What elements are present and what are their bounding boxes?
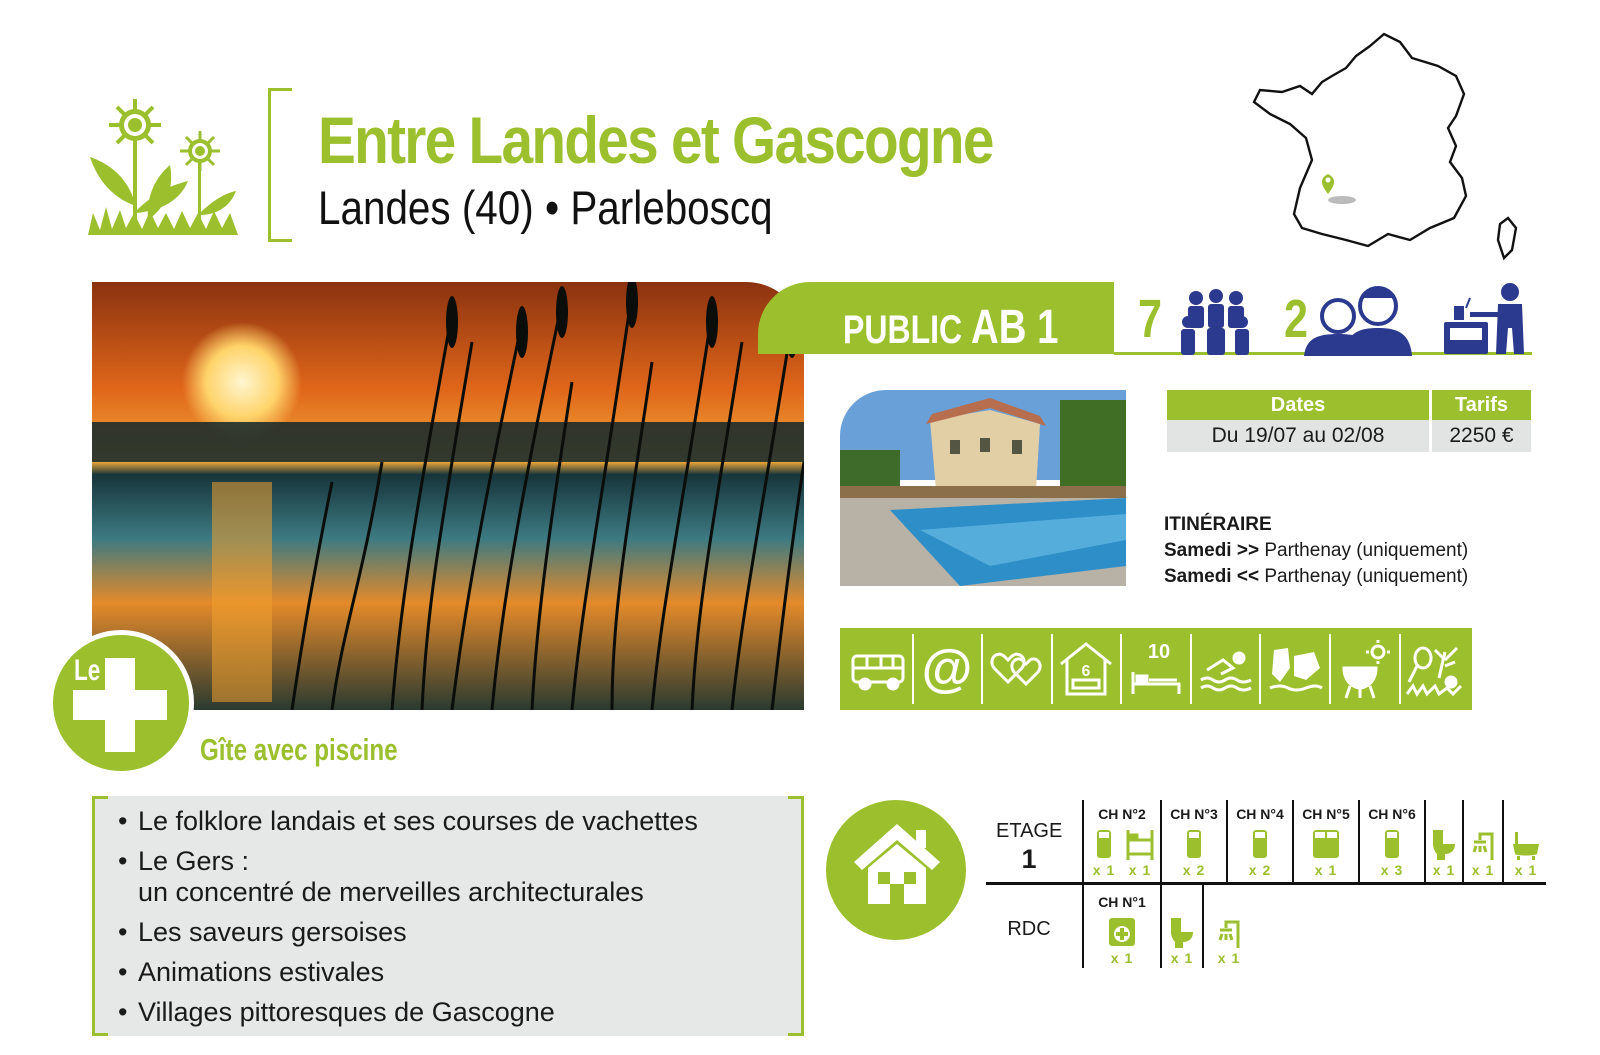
room-label: CH N°4 bbox=[1236, 806, 1284, 822]
itinerary-line-return bbox=[1164, 564, 1468, 590]
room-shower-rdc: x 1 bbox=[1206, 894, 1252, 966]
amenities-bar bbox=[840, 628, 1472, 710]
plan-divider bbox=[1082, 800, 1084, 884]
highlights-list bbox=[118, 806, 698, 1037]
bunk-bed-icon bbox=[1125, 826, 1155, 862]
amenity-barbecue bbox=[1331, 634, 1401, 704]
self-catering-cook-icon bbox=[1440, 282, 1532, 354]
room-label: CH N°6 bbox=[1368, 806, 1416, 822]
people-count: 7 bbox=[1138, 289, 1163, 349]
itinerary-day-outbound: Samedi >> bbox=[1164, 540, 1260, 561]
room-ch2: CH N°2 x 1 x 1 bbox=[1086, 806, 1158, 878]
plan-divider bbox=[1160, 800, 1162, 884]
minibus-icon bbox=[849, 638, 907, 700]
plan-divider bbox=[1292, 800, 1294, 884]
highlights-bracket-left bbox=[92, 796, 108, 1036]
france-map-icon bbox=[1250, 28, 1530, 268]
list-item: • Villages pittoresques de Gascogne bbox=[118, 997, 698, 1028]
internet-at-glyph: @ bbox=[921, 640, 973, 698]
room-ch6: CH N°6 x 3 bbox=[1362, 806, 1422, 878]
hearts-icon bbox=[988, 638, 1046, 700]
list-item: • Les saveurs gersoises bbox=[118, 917, 698, 948]
single-bed-icon bbox=[1089, 826, 1119, 862]
le-plus-text: Gîte avec piscine bbox=[200, 732, 398, 767]
itinerary-heading: ITINÉRAIRE bbox=[1164, 514, 1272, 535]
bathtub-icon bbox=[1511, 826, 1541, 862]
outdoor-activities-icon bbox=[1405, 638, 1463, 700]
amenity-landes-map bbox=[1261, 634, 1331, 704]
floor-label: ETAGE bbox=[996, 820, 1063, 842]
room-label: CH N°3 bbox=[1170, 806, 1218, 822]
beds-count: 10 bbox=[1147, 641, 1171, 663]
room-bathtub-etage: x 1 bbox=[1504, 806, 1548, 878]
plan-divider bbox=[1226, 800, 1228, 884]
ground-floor-label: RDC bbox=[1007, 918, 1051, 940]
room-shower-etage: x 1 bbox=[1464, 806, 1502, 878]
list-item: • Le Gers : un concentré de merveilles architecturales bbox=[118, 846, 698, 908]
pricing-table bbox=[1164, 390, 1534, 452]
tarifs-header: Tarifs bbox=[1432, 390, 1531, 420]
room-label: CH N°1 bbox=[1098, 894, 1146, 910]
itinerary-block bbox=[1164, 512, 1468, 590]
beds-icon bbox=[1127, 638, 1185, 700]
barbecue-icon bbox=[1336, 638, 1394, 700]
toilet-icon bbox=[1167, 914, 1197, 950]
internet-at-icon bbox=[918, 638, 976, 700]
room-toilet-rdc: x 1 bbox=[1164, 894, 1200, 966]
plan-divider bbox=[1082, 884, 1084, 968]
group-icon bbox=[1176, 288, 1254, 356]
single-bed-icon bbox=[1245, 826, 1275, 862]
amenity-internet bbox=[914, 634, 984, 704]
sunset-reeds-photo bbox=[92, 282, 804, 710]
single-bed-icon bbox=[1179, 826, 1209, 862]
le-plus-label: Le bbox=[74, 654, 101, 687]
plan-divider bbox=[1202, 884, 1204, 968]
list-item: • Le folklore landais et ses courses de vachettes bbox=[118, 806, 698, 837]
list-item: • Animations estivales bbox=[118, 957, 698, 988]
public-label bbox=[843, 300, 1059, 355]
itinerary-place-outbound: Parthenay (uniquement) bbox=[1259, 540, 1469, 561]
page-title: Entre Landes et Gascogne bbox=[318, 103, 993, 177]
house-icon bbox=[854, 820, 940, 906]
amenity-swimming bbox=[1192, 634, 1262, 704]
room-toilet-etage: x 1 bbox=[1426, 806, 1462, 878]
adults-count: 2 bbox=[1284, 289, 1309, 349]
amenity-minibus bbox=[844, 634, 914, 704]
shower-icon bbox=[1468, 826, 1498, 862]
adults-couple-icon bbox=[1304, 284, 1412, 356]
single-bed-icon bbox=[1377, 826, 1407, 862]
tarif-value: 2250 € bbox=[1432, 420, 1531, 452]
floor-number: 1 bbox=[1021, 844, 1037, 874]
swimming-icon bbox=[1197, 638, 1255, 700]
title-bracket bbox=[268, 88, 292, 242]
public-code: AB 1 bbox=[971, 301, 1059, 354]
amenity-hearts bbox=[983, 634, 1053, 704]
room-ch1: CH N°1 x 1 bbox=[1086, 894, 1158, 966]
amenity-beds bbox=[1122, 634, 1192, 704]
house-bed-count: 6 bbox=[1082, 663, 1091, 680]
double-bed-icon bbox=[1311, 826, 1341, 862]
sunflower-logo-icon bbox=[88, 95, 238, 245]
room-ch3: CH N°3 x 2 bbox=[1164, 806, 1224, 878]
plan-divider bbox=[1358, 800, 1360, 884]
room-ch5: CH N°5 x 1 bbox=[1296, 806, 1356, 878]
amenity-outdoor bbox=[1401, 634, 1469, 704]
toilet-icon bbox=[1429, 826, 1459, 862]
dates-header: Dates bbox=[1167, 390, 1429, 420]
house-bed-icon bbox=[1057, 638, 1115, 700]
page-subtitle: Landes (40) • Parleboscq bbox=[318, 181, 773, 234]
dates-value: Du 19/07 au 02/08 bbox=[1167, 420, 1429, 452]
itinerary-day-return: Samedi << bbox=[1164, 566, 1260, 587]
public-label-text: PUBLIC bbox=[843, 308, 963, 352]
itinerary-line-outbound bbox=[1164, 538, 1468, 564]
room-label: CH N°5 bbox=[1302, 806, 1350, 822]
itinerary-place-return: Parthenay (uniquement) bbox=[1259, 566, 1469, 587]
plan-divider bbox=[1160, 884, 1162, 968]
medical-bed-icon bbox=[1107, 914, 1137, 950]
shower-icon bbox=[1214, 914, 1244, 950]
pool-house-photo bbox=[840, 390, 1126, 586]
room-ch4: CH N°4 x 2 bbox=[1230, 806, 1290, 878]
highlights-bracket-right bbox=[788, 796, 804, 1036]
amenity-house-beds bbox=[1053, 634, 1123, 704]
map-landes-icon bbox=[1266, 638, 1324, 700]
room-label: CH N°2 bbox=[1098, 806, 1146, 822]
